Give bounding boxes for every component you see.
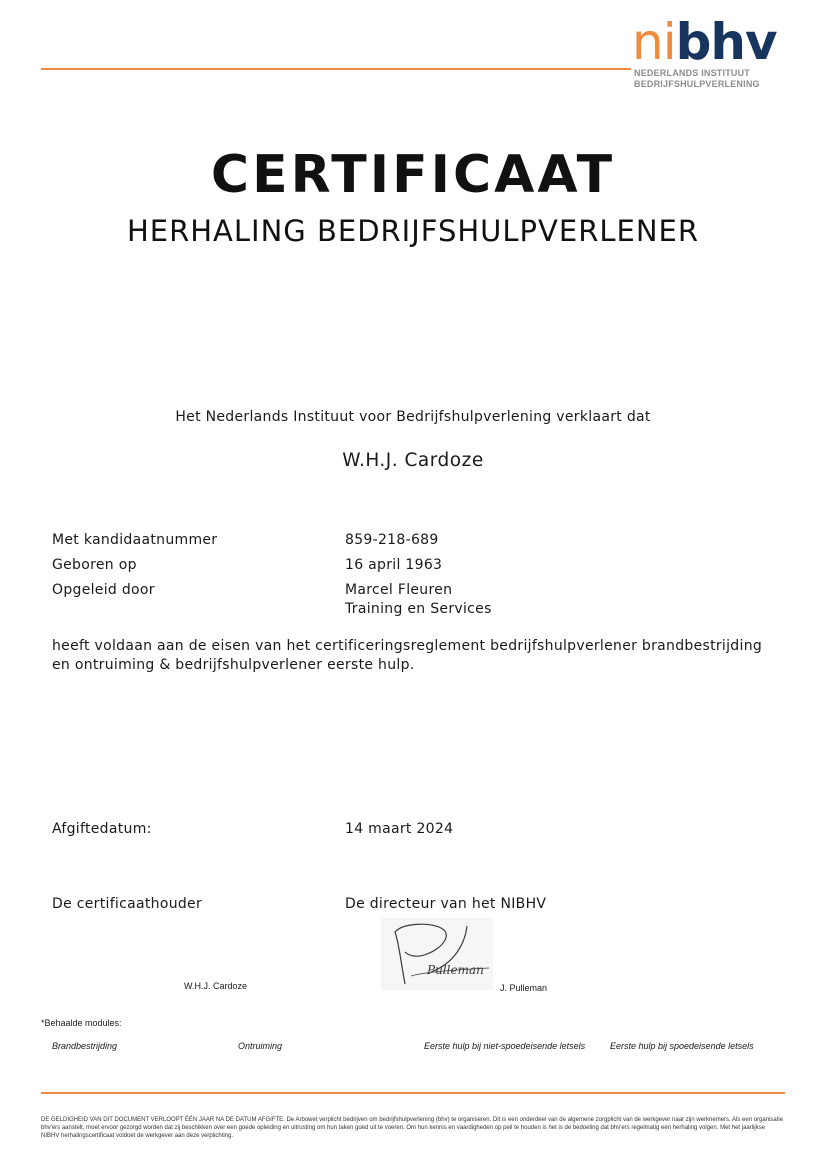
- trained-by-value-line-2: Training en Services: [345, 601, 492, 617]
- module-item: Eerste hulp bij niet-spoedeisende letsels: [424, 1041, 586, 1051]
- issue-date-value: 14 maart 2024: [345, 821, 454, 837]
- holder-signature-label: De certificaathouder: [52, 896, 203, 912]
- module-item: Ontruiming: [238, 1041, 283, 1051]
- signature-script: Pulleman: [427, 963, 484, 977]
- footer-divider: [41, 1092, 785, 1094]
- certificate-title: CERTIFICAAT: [210, 145, 616, 205]
- holder-printed-name: W.H.J. Cardoze: [184, 981, 248, 991]
- modules-heading: *Behaalde modules:: [41, 1018, 122, 1028]
- logo-wordmark: [632, 13, 792, 71]
- logo-subtitle-line-2: BEDRIJFSHULPVERLENING: [634, 79, 760, 89]
- trained-by-value-line-1: Marcel Fleuren: [345, 582, 453, 598]
- certificate-subtitle: HERHALING BEDRIJFSHULPVERLENER: [126, 214, 700, 248]
- candidate-number-value: 859-218-689: [345, 532, 439, 548]
- logo-bhv: bhv: [675, 13, 777, 71]
- validity-disclaimer: DE GELDIGHEID VAN DIT DOCUMENT VERLOOPT ÉÉN JAAR NA DE DATUM AFGIFTE. De Arbowet verplicht bedrijven om bedrijfshulpverlening (bhv) te organiseren. Dit is een onderdeel van de algemene zorgplicht van de werkgever naar zijn werknemers. Als een organisatie bhv'ers aanstelt, moet ervoor gezorgd worden dat zij beschikken over een goede opleiding en uitrusting om hun taken goed uit te voeren. Om hun kennis en vaardigheden op peil te houden is het is de bedoeling dat bhv'ers regelmatig een herhaling volgen. Met het jaarlijkse NIBHV herhalingscertificaat voldoet de werkgever aan deze verplichting.: [41, 1117, 784, 1139]
- module-item: Brandbestrijding: [52, 1041, 118, 1051]
- birth-date-label: Geboren op: [52, 557, 137, 573]
- director-signature-label: De directeur van het NIBHV: [345, 896, 547, 912]
- certification-body-text: heeft voldaan aan de eisen van het certificeringsreglement bedrijfshulpverlener brandbestrijding en ontruiming & bedrijfshulpverlener eerste hulp.: [52, 638, 763, 673]
- candidate-number-label: Met kandidaatnummer: [52, 532, 218, 548]
- module-item: Eerste hulp bij spoedeisende letsels: [610, 1041, 754, 1051]
- birth-date-value: 16 april 1963: [345, 557, 443, 573]
- statement-text: Het Nederlands Instituut voor Bedrijfshulpverlening verklaart dat: [175, 409, 651, 425]
- director-printed-name: J. Pulleman: [500, 983, 548, 993]
- director-signature-image: [381, 918, 493, 990]
- trained-by-label: Opgeleid door: [52, 582, 155, 598]
- issue-date-label: Afgiftedatum:: [52, 821, 152, 837]
- logo-ni: ni: [632, 13, 676, 71]
- header-divider: [41, 68, 631, 70]
- nibhv-logo: [632, 13, 792, 90]
- logo-subtitle-line-1: NEDERLANDS INSTITUUT: [634, 68, 750, 78]
- holder-name: W.H.J. Cardoze: [342, 450, 484, 471]
